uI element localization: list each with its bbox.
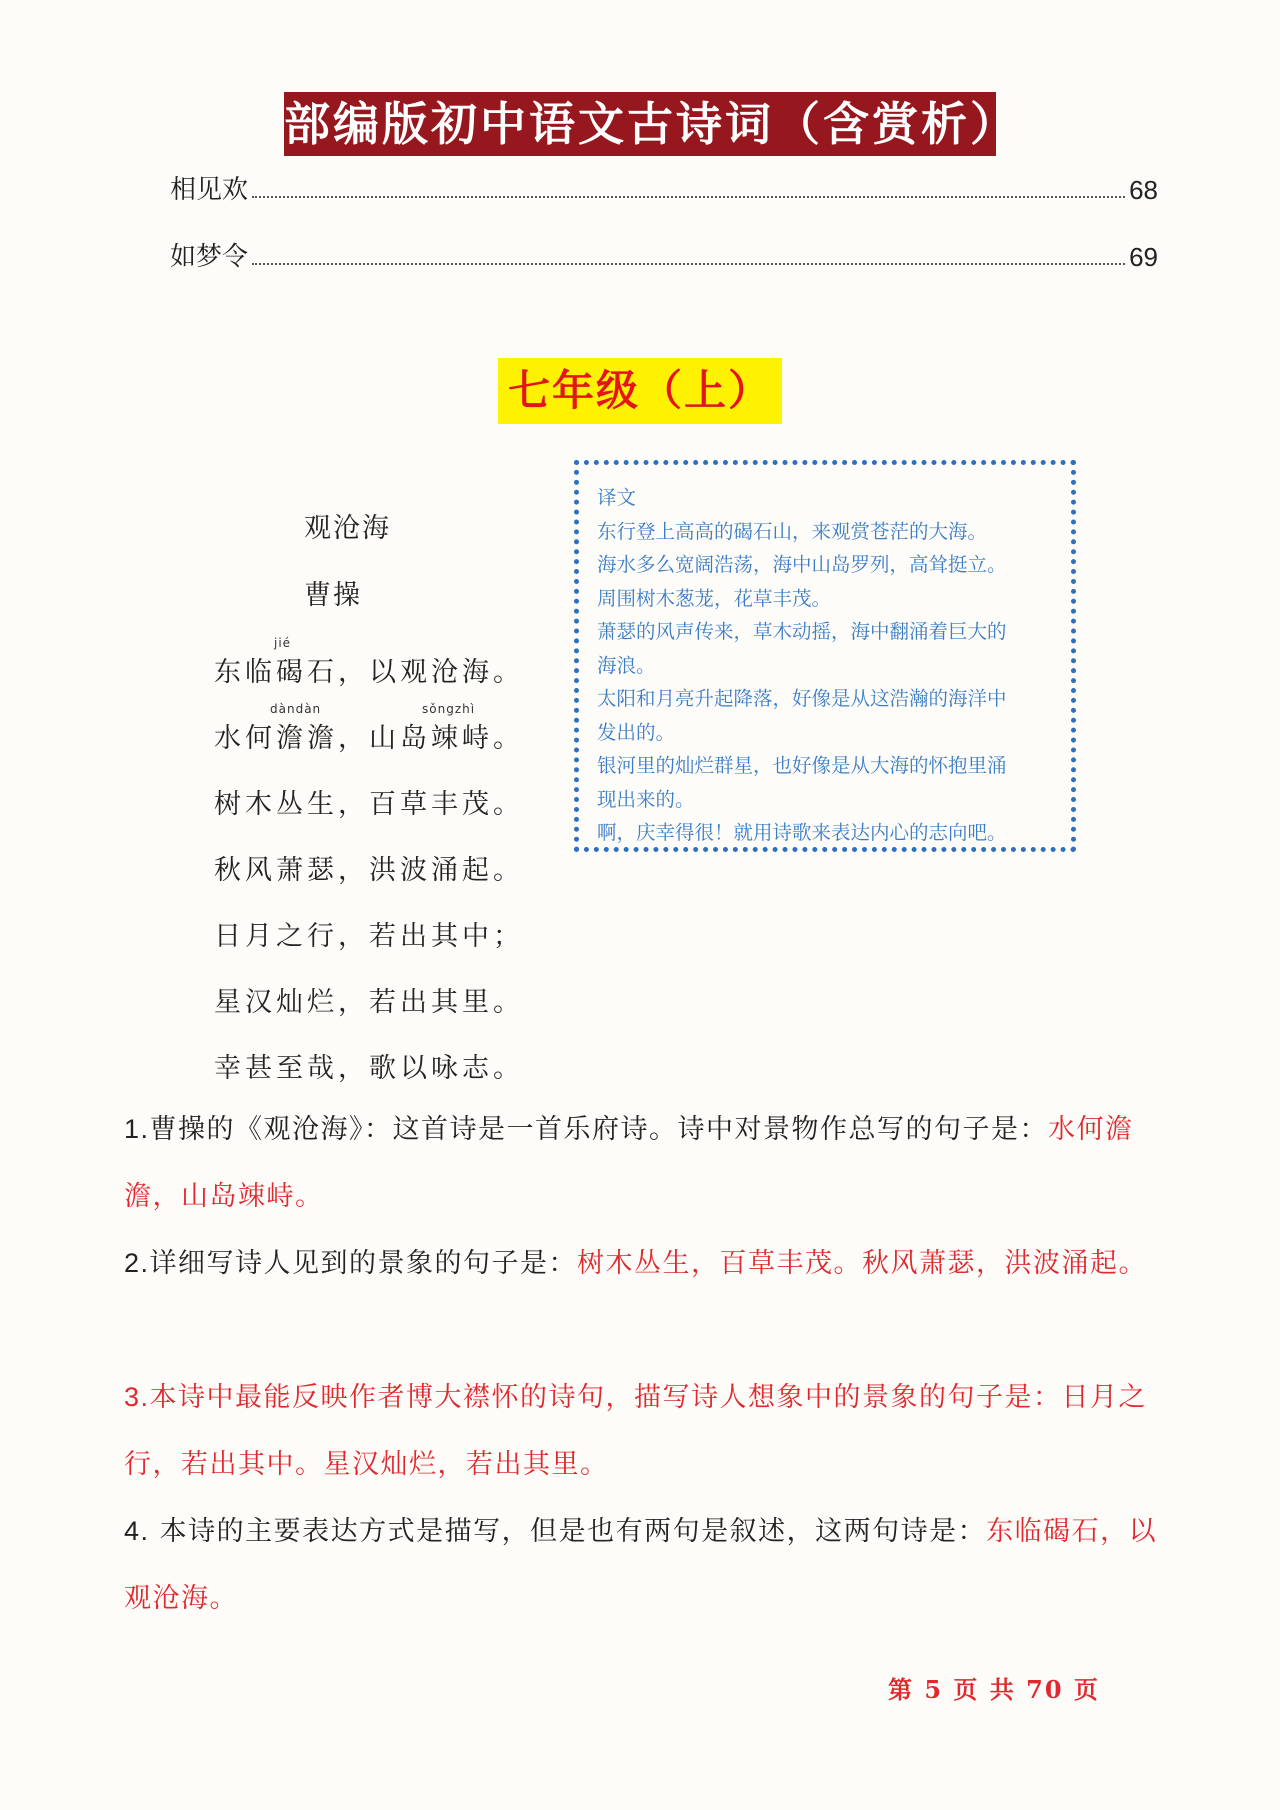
- translation-line: 萧瑟的风声传来，草木动摇，海中翻涌着巨大的: [597, 620, 1007, 643]
- poem-author: 曹操: [304, 580, 362, 611]
- question-text: 曹操的《观沧海》：这首诗是一首乐府诗。诗中对景物作总写的句子是：: [149, 1114, 1049, 1145]
- toc-leader-dots: [252, 195, 1125, 198]
- question-number: 1.: [124, 1114, 150, 1144]
- question-item: [124, 1096, 1164, 1230]
- question-text: 本诗中最能反映作者博大襟怀的诗句，描写诗人想象中的景象的句子是：: [149, 1382, 1062, 1413]
- question-number: 3.: [124, 1382, 150, 1412]
- toc-entry-title: 如梦令: [170, 242, 249, 272]
- poem-line: 秋风萧瑟，洪波涌起。: [214, 855, 524, 886]
- question-item: [124, 1498, 1164, 1632]
- poem-line: 日月之行，若出其中；: [214, 921, 524, 952]
- translation-line: 啊，庆幸得很！就用诗歌来表达内心的志向吧。: [597, 821, 1007, 844]
- question-number: 4.: [124, 1516, 150, 1546]
- grade-heading: 七年级（上）: [498, 358, 782, 424]
- translation-heading: 译文: [597, 486, 637, 509]
- poem-line: 星汉灿烂，若出其里。: [214, 987, 524, 1018]
- pinyin-annotation: sǒngzhì: [422, 702, 476, 716]
- translation-line: 海水多么宽阔浩荡，海中山岛罗列，高耸挺立。: [597, 553, 1007, 576]
- translation-line: 现出来的。: [597, 787, 695, 811]
- question-answer: 水何澹澹，山岛竦峙。: [124, 1114, 1134, 1212]
- pinyin-annotation: jié: [274, 636, 292, 650]
- page-number-footer: 第 5 页 共 70 页: [888, 1675, 1100, 1704]
- question-item: [124, 1230, 1164, 1297]
- question-answer: 东临碣石，以观沧海。: [124, 1516, 1158, 1614]
- question-answer: 日月之行，若出其中。星汉灿烂，若出其里。: [124, 1382, 1148, 1480]
- translation-line: 东行登上高高的碣石山，来观赏苍茫的大海。: [597, 519, 988, 543]
- question-number: 2.: [124, 1248, 150, 1278]
- toc-entry-page: 68: [1129, 175, 1158, 205]
- question-text: 详细写诗人见到的景象的句子是：: [149, 1248, 578, 1279]
- translation-box: [574, 460, 1076, 852]
- poem-line: 树木丛生，百草丰茂。: [214, 789, 524, 820]
- question-item: [124, 1364, 1164, 1498]
- poem-title: 观沧海: [304, 513, 391, 544]
- poem-line: 幸甚至哉，歌以咏志。: [214, 1053, 524, 1084]
- document-title-banner: 部编版初中语文古诗词（含赏析）: [284, 92, 996, 156]
- translation-line: 周围树木葱茏，花草丰茂。: [597, 586, 832, 610]
- poem-line: 水何澹澹，山岛竦峙。: [214, 723, 524, 754]
- translation-line: 太阳和月亮升起降落，好像是从这浩瀚的海洋中: [597, 687, 1007, 710]
- translation-line: 海浪。: [597, 653, 656, 677]
- toc-leader-dots: [252, 262, 1125, 265]
- toc-entry-title: 相见欢: [170, 175, 249, 205]
- translation-line: 发出的。: [597, 720, 676, 744]
- question-answer: 树木丛生，百草丰茂。秋风萧瑟，洪波涌起。: [577, 1248, 1148, 1279]
- question-text: 本诗的主要表达方式是描写，但是也有两句是叙述，这两句诗是：: [149, 1516, 987, 1547]
- toc-entry-page: 69: [1129, 242, 1158, 272]
- pinyin-annotation: dàndàn: [270, 702, 322, 716]
- poem-line: 东临碣石，以观沧海。: [214, 657, 524, 688]
- translation-line: 银河里的灿烂群星，也好像是从大海的怀抱里涌: [597, 754, 1007, 777]
- toc-entry[interactable]: [170, 237, 1158, 273]
- toc-entry[interactable]: [170, 170, 1158, 206]
